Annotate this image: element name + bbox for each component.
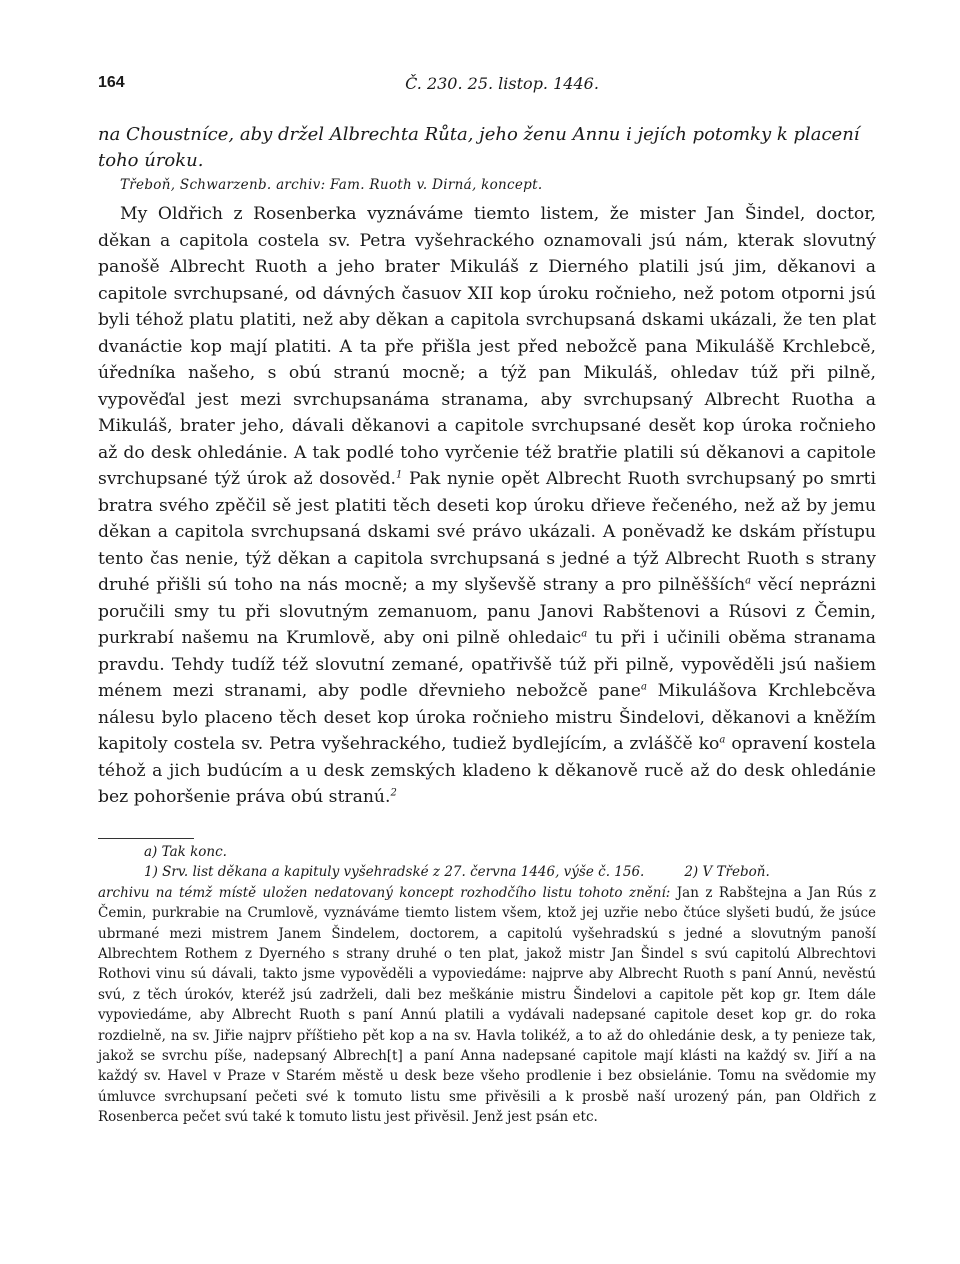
footnote-2-tail: Jenž jest psán etc. (473, 1109, 598, 1126)
body-segment-4: tu při i učinili oběma stranama pravdu. Tehdy tudíž též slovutní zemané, opatřivšě túž při pilně, vypověděli jsú našiem ménem mezi stranami, aby podle dřevnieho nebožcě pane (98, 628, 876, 701)
source-citation: Třeboň, Schwarzenb. archiv: Fam. Ruoth v. Dirná, koncept. (120, 177, 543, 193)
footnote-2-head: 2) V Třeboň. (684, 864, 770, 881)
main-paragraph (98, 201, 876, 811)
variant-mark-a: a (719, 734, 726, 746)
footnote-2-intro: archivu na témž místě uložen nedatovaný koncept rozhodčího listu tohoto znění: (98, 884, 671, 901)
footnote-mark-1: 1 (395, 469, 403, 481)
body-segment-6: opravení kostela téhož a jich budúcím a u desk zemských kladeno k děkanově rucě až do desk ohledánie bez pohoršenie práva obú stranú. (98, 734, 876, 807)
variant-mark-a: a (640, 681, 647, 693)
variant-mark-a: a (581, 628, 588, 640)
footnote-rule (98, 838, 194, 839)
footnote-a: a) Tak konc. (144, 844, 227, 860)
footnote-1: 1) Srv. list děkana a kapituly vyšehradské z 27. června 1446, výše č. 156. (144, 864, 645, 881)
running-head: Č. 230. 25. listop. 1446. (405, 74, 599, 93)
footnote-2-text: Jan z Rabštejna a Jan Rús z Čemin, purkrabie na Crumlově, vyznáváme tiemto listem všem, ktož jej uzřie nebo čtúce slyšeti budú, že jsúce ubrmané mezi mistrem Janem Šindelem, doctorem, a capitolú vyšehradskú s jedné a slovutným panoší Albrechtem Rothem z Dyerného s strany druhé o ten plat, jakož mistr Jan Šindel s svú capitolú Albrechtovi Rothovi vinu sú dávali, takto jsme vypověděli a vypoviedáme: najprve aby Albrecht Ruoth s paní Annú, nevěstú svú, z těch úrokóv, kteréž jsú zadrželi, dali bez meškánie mistru Šindelovi a capitole pět kop gr. Item dále vypoviedáme, aby Albrecht Ruoth s paní Annú platili a vydávali nadepsané capitole deset kop gr. do roka rozdielně, na sv. Jiřie najprv příštieho pět kop a na sv. Havla tolikéž, a to až do ohledánie desk, a ty penieze tak, jakož se svrchu píše, nadepsaný Albrech[t] a paní Anna nadepsané capitole mají klásti na každý sv. Jiří a na každý sv. Havel v Praze v Starém městě u desk beze všeho prodlenie i bez obsielánie. Tomu na svědomie my úmluvce svrchupsaní pečeti své k tomuto listu sme přivěsili a k prosbě naší urozený pán, pan Oldřich z Rosenberca pečet svú také k tomuto listu jest přivěsil. (98, 884, 877, 1126)
regest-lead: na Choustníce, aby držel Albrechta Růta, jeho ženu Annu i jejích potomky k placení toho úroku. (98, 124, 860, 171)
body-segment-2: Pak nynie opět Albrecht Ruoth svrchupsaný po smrti bratra svého zpěčil sě jest platiti těch deseti kop úroku dřieve řečeného, než až by jemu děkan a capitola svrchupsaná dskami své právo ukázali. A poněvadž ke dskám přístupu tento čas nenie, týž děkan a capitola svrchupsaná s jedné a týž Albrecht Ruoth s strany druhé přišli sú toho na nás mocně; a my slyševšě strany a pro pilněšších (98, 469, 876, 595)
variant-mark-a: a (745, 575, 752, 587)
page-header (98, 74, 876, 100)
body-segment-3: věcí neprázni poručili smy tu při slovutným zemanuom, panu Janovi Rabštenovi a Rúsovi z Čemin, purkrabí našemu na Krumlově, aby oni pilně ohledaic (98, 575, 877, 648)
footnotes (98, 842, 876, 1128)
body-segment-5: Mikulášova Krchlebcěva nálesu bylo placeno těch deset kop úroka ročnieho mistru Šindelovi, děkanovi a kněžím kapitoly costela sv. Petra vyšehrackého, tudiež bydlejícím, a zvláščě ko (98, 681, 876, 754)
footnote-2 (98, 883, 876, 1128)
footnote-1-line (98, 862, 876, 882)
main-text (98, 201, 876, 811)
page-number: 164 (98, 74, 125, 91)
footnote-mark-2: 2 (390, 787, 397, 799)
body-segment-1: My Oldřich z Rosenberka vyznáváme tiemto listem, že mister Jan Šindel, doctor, děkan a capitola costela sv. Petra vyšehrackého oznamovali jsú nám, kterak slovutný panošě Albrecht Ruoth a jeho brater Mikuláš z Dierného platili jsú jim, děkanovi a capitole svrchupsané, od dávných časuov XII kop úroku ročnieho, než potom otporni jsú byli téhož platu platiti, než aby děkan a capitola svrchupsaná dskami ukázali, že ten plat dvanáctie kop mají platiti. A ta pře přišla jest před nebožcě pana Mikulášě Krchlebcě, úředníka našeho, s obú stranú mocně; a týž pan Mikuláš, ohledav túž při pilně, vypověďal jest mezi svrchupsanáma stranama, aby svrchupsaný Albrecht Ruotha a Mikuláš, brater jeho, dávali děkanovi a capitole svrchupsané desět kop úroka ročnieho až do desk ohledánie. A tak podlé toho vyrčenie též bratřie platili sú děkanovi a capitole svrchupsané týž úrok až dosověd. (98, 204, 876, 489)
